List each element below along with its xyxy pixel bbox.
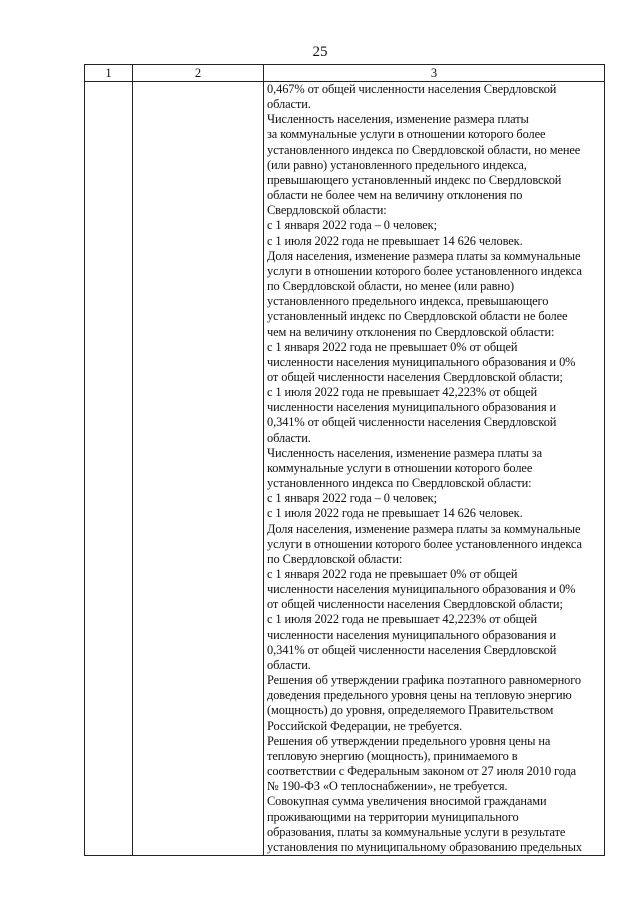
text-line: по Свердловской области: bbox=[267, 551, 403, 566]
text-line: Численность населения, изменение размера платы bbox=[267, 112, 529, 127]
text-line: Численность населения, изменение размера платы за bbox=[267, 445, 542, 460]
text-line: с 1 июля 2022 года не превышает 14 626 человек. bbox=[267, 233, 523, 248]
text-line: (мощность) до уровня, определяемого Правительством bbox=[267, 703, 554, 718]
text-line: за коммунальные услуги в отношении которого более bbox=[267, 127, 546, 142]
table-cell-col3 bbox=[264, 82, 605, 856]
text-line: чем на величину отклонения по Свердловской области: bbox=[267, 324, 555, 339]
text-line: 0,341% от общей численности населения Свердловской bbox=[267, 642, 557, 657]
text-line: установления по муниципальному образованию предельных bbox=[267, 839, 582, 854]
text-line: с 1 января 2022 года – 0 человек; bbox=[267, 491, 437, 506]
text-line: численности населения муниципального образования и 0% bbox=[267, 582, 576, 597]
text-line: проживающими на территории муниципального bbox=[267, 809, 519, 824]
column-header-1: 1 bbox=[85, 65, 133, 82]
text-line: от общей численности населения Свердловской области; bbox=[267, 597, 563, 612]
text-line: с 1 января 2022 года не превышает 0% от общей bbox=[267, 339, 518, 354]
text-line: услуги в отношении которого более установленного индекса bbox=[267, 263, 582, 278]
text-line: установленного индекса по Свердловской области, но менее bbox=[267, 142, 581, 157]
text-line: (или равно) установленного предельного индекса, bbox=[267, 157, 527, 172]
text-line: Доля населения, изменение размера платы за коммунальные bbox=[267, 248, 581, 263]
text-line: с 1 июля 2022 года не превышает 42,223% от общей bbox=[267, 385, 538, 400]
text-line: от общей численности населения Свердловской области; bbox=[267, 369, 563, 384]
text-line: численности населения муниципального образования и 0% bbox=[267, 354, 576, 369]
text-line: установленного индекса по Свердловской области: bbox=[267, 476, 532, 491]
text-line: с 1 июля 2022 года не превышает 42,223% от общей bbox=[267, 612, 538, 627]
text-line: численности населения муниципального образования и bbox=[267, 400, 557, 415]
text-line: области. bbox=[267, 430, 311, 445]
cell-text bbox=[264, 82, 604, 855]
text-line: по Свердловской области, но менее (или равно) bbox=[267, 279, 515, 294]
text-line: установленного предельного индекса, превышающего bbox=[267, 294, 549, 309]
text-line: Совокупная сумма увеличения вносимой гражданами bbox=[267, 794, 547, 809]
text-line: услуги в отношении которого более установленного индекса bbox=[267, 536, 582, 551]
text-line: доведения предельного уровня цены на тепловую энергию bbox=[267, 688, 572, 703]
text-line: соответствии с Федеральным законом от 27 июля 2010 года bbox=[267, 764, 577, 779]
column-header-3: 3 bbox=[264, 65, 605, 82]
text-line: области не более чем на величину отклонения по bbox=[267, 188, 523, 203]
text-line: Свердловской области: bbox=[267, 203, 387, 218]
text-line: Решения об утверждении графика поэтапного равномерного bbox=[267, 673, 582, 688]
table-cell-col1 bbox=[85, 82, 133, 856]
text-line: № 190-ФЗ «О теплоснабжении», не требуется. bbox=[267, 779, 508, 794]
text-line: Решения об утверждении предельного уровня цены на bbox=[267, 733, 551, 748]
text-line: превышающего установленный индекс по Свердловской bbox=[267, 172, 562, 187]
text-line: с 1 января 2022 года – 0 человек; bbox=[267, 218, 437, 233]
text-line: коммунальные услуги в отношении которого более bbox=[267, 460, 533, 475]
page-number: 25 bbox=[312, 44, 328, 60]
text-line: Доля населения, изменение размера платы за коммунальные bbox=[267, 521, 581, 536]
text-line: области. bbox=[267, 657, 311, 672]
text-line: установленный индекс по Свердловской области не более bbox=[267, 309, 568, 324]
table-header-row bbox=[85, 65, 605, 82]
text-line: 0,341% от общей численности населения Свердловской bbox=[267, 415, 557, 430]
text-line: Российской Федерации, не требуется. bbox=[267, 718, 463, 733]
text-line: 0,467% от общей численности населения Свердловской bbox=[267, 82, 557, 96]
column-header-2: 2 bbox=[133, 65, 264, 82]
text-line: с 1 июля 2022 года не превышает 14 626 человек. bbox=[267, 506, 523, 521]
table-row bbox=[85, 82, 605, 856]
text-line: с 1 января 2022 года не превышает 0% от общей bbox=[267, 567, 518, 581]
text-line: образования, платы за коммунальные услуги в результате bbox=[267, 824, 566, 839]
table-cell-col2 bbox=[133, 82, 264, 856]
text-line: области. bbox=[267, 97, 311, 112]
document-table bbox=[84, 64, 605, 856]
text-line: численности населения муниципального образования и bbox=[267, 627, 557, 642]
text-line: тепловую энергию (мощность), принимаемого в bbox=[267, 748, 518, 763]
